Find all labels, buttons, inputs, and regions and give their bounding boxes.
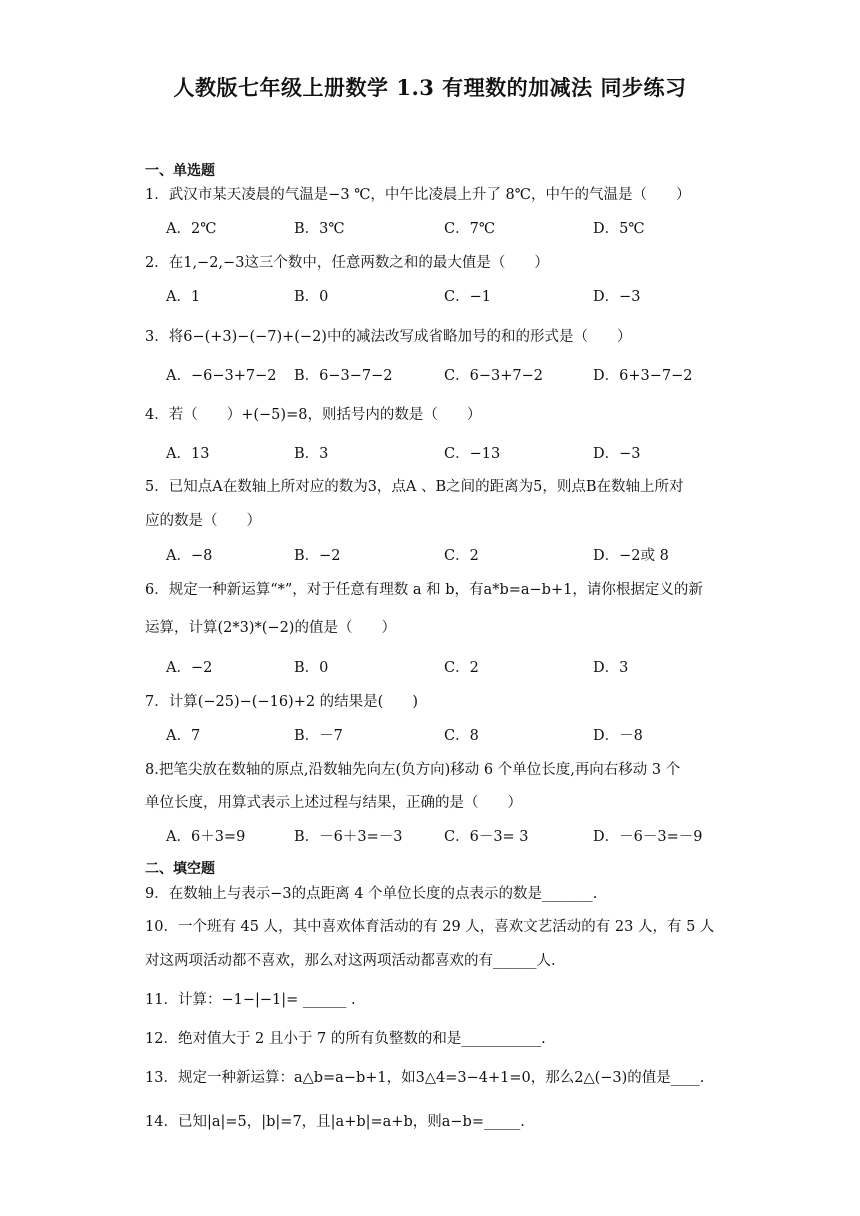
question-11: 11．计算：−1−|−1|= ______ .	[145, 992, 356, 1008]
option-c: C．2	[444, 548, 479, 564]
option-a: A．13	[166, 446, 210, 462]
option-d: D．−3	[593, 289, 641, 305]
question-6-line-1: 6．规定一种新运算“*”，对于任意有理数 a 和 b，有a*b=a−b+1，请你根据定义的新	[145, 582, 703, 598]
question-6-line-2: 运算，计算(2*3)*(−2)的值是（ ）	[145, 620, 396, 636]
option-a: A．−6−3+7−2	[166, 368, 277, 384]
question-9: 9．在数轴上与表示−3的点距离 4 个单位长度的点表示的数是_______.	[145, 886, 598, 902]
option-c: C．6−3+7−2	[444, 368, 543, 384]
question-10-line-1: 10．一个班有 45 人，其中喜欢体育活动的有 29 人，喜欢文艺活动的有 23 人，有 5 人	[145, 919, 715, 935]
question-13: 13．规定一种新运算：a△b=a−b+1，如3△4=3−4+1=0，那么2△(−3)的值是____.	[145, 1070, 705, 1086]
option-c: C．6－3= 3	[444, 829, 529, 845]
option-c: C．7℃	[444, 221, 496, 237]
question-7-options	[166, 726, 726, 746]
option-d: D．5℃	[593, 221, 645, 237]
option-b: B．3℃	[294, 221, 345, 237]
option-b: B．3	[294, 446, 329, 462]
question-8-line-2: 单位长度，用算式表示上述过程与结果，正确的是（ ）	[145, 795, 522, 811]
option-d: D．3	[593, 660, 629, 676]
option-c: C．2	[444, 660, 479, 676]
question-5-line-1: 5．已知点A在数轴上所对应的数为3，点A 、B之间的距离为5，则点B在数轴上所对	[145, 479, 684, 495]
question-8-options	[166, 827, 726, 847]
option-d: D．－6－3=－9	[593, 829, 703, 845]
option-d: D．－8	[593, 728, 643, 744]
question-1-options	[166, 219, 726, 239]
option-b: B．0	[294, 289, 329, 305]
section-heading-fill-blank: 二、填空题	[145, 861, 215, 877]
option-a: A．7	[166, 728, 201, 744]
section-heading-single-choice: 一、单选题	[145, 163, 215, 179]
option-a: A．6＋3=9	[166, 829, 246, 845]
option-d: D．−3	[593, 446, 641, 462]
option-b: B．−2	[294, 548, 341, 564]
option-c: C．−1	[444, 289, 491, 305]
question-3: 3．将6−(+3)−(−7)+(−2)中的减法改写成省略加号的和的形式是（ ）	[145, 329, 632, 345]
option-b: B．－7	[294, 728, 343, 744]
option-a: A．−8	[166, 548, 213, 564]
question-7: 7．计算(−25)−(−16)+2 的结果是( )	[145, 694, 418, 710]
option-d: D．−2或 8	[593, 548, 669, 564]
option-d: D．6+3−7−2	[593, 368, 693, 384]
question-5-line-2: 应的数是（ ）	[145, 513, 261, 529]
option-b: B．6−3−7−2	[294, 368, 393, 384]
option-c: C．8	[444, 728, 479, 744]
question-2: 2．在1,−2,−3这三个数中，任意两数之和的最大值是（ ）	[145, 255, 549, 271]
question-1: 1．武汉市某天凌晨的气温是−3 ℃，中午比凌晨上升了 8℃，中午的气温是（ ）	[145, 187, 691, 203]
option-b: B．0	[294, 660, 329, 676]
question-4-options	[166, 444, 726, 464]
question-4: 4．若（ ）+(−5)=8，则括号内的数是（ ）	[145, 407, 482, 423]
question-12: 12．绝对值大于 2 且小于 7 的所有负整数的和是___________.	[145, 1031, 546, 1047]
option-c: C．−13	[444, 446, 501, 462]
question-10-line-2: 对这两项活动都不喜欢，那么对这两项活动都喜欢的有______人.	[145, 953, 556, 969]
page-title: 人教版七年级上册数学 1.3 有理数的加减法 同步练习	[173, 75, 687, 100]
question-2-options	[166, 287, 726, 307]
option-b: B．－6＋3=－3	[294, 829, 403, 845]
question-5-options	[166, 546, 726, 566]
question-14: 14．已知|a|=5，|b|=7，且|a+b|=a+b，则a−b=_____.	[145, 1114, 525, 1130]
option-a: A．2℃	[166, 221, 217, 237]
option-a: A．−2	[166, 660, 213, 676]
question-6-options	[166, 658, 726, 678]
question-8-line-1: 8.把笔尖放在数轴的原点,沿数轴先向左(负方向)移动 6 个单位长度,再向右移动 3 个	[145, 762, 681, 778]
question-3-options	[166, 366, 726, 386]
option-a: A．1	[166, 289, 201, 305]
